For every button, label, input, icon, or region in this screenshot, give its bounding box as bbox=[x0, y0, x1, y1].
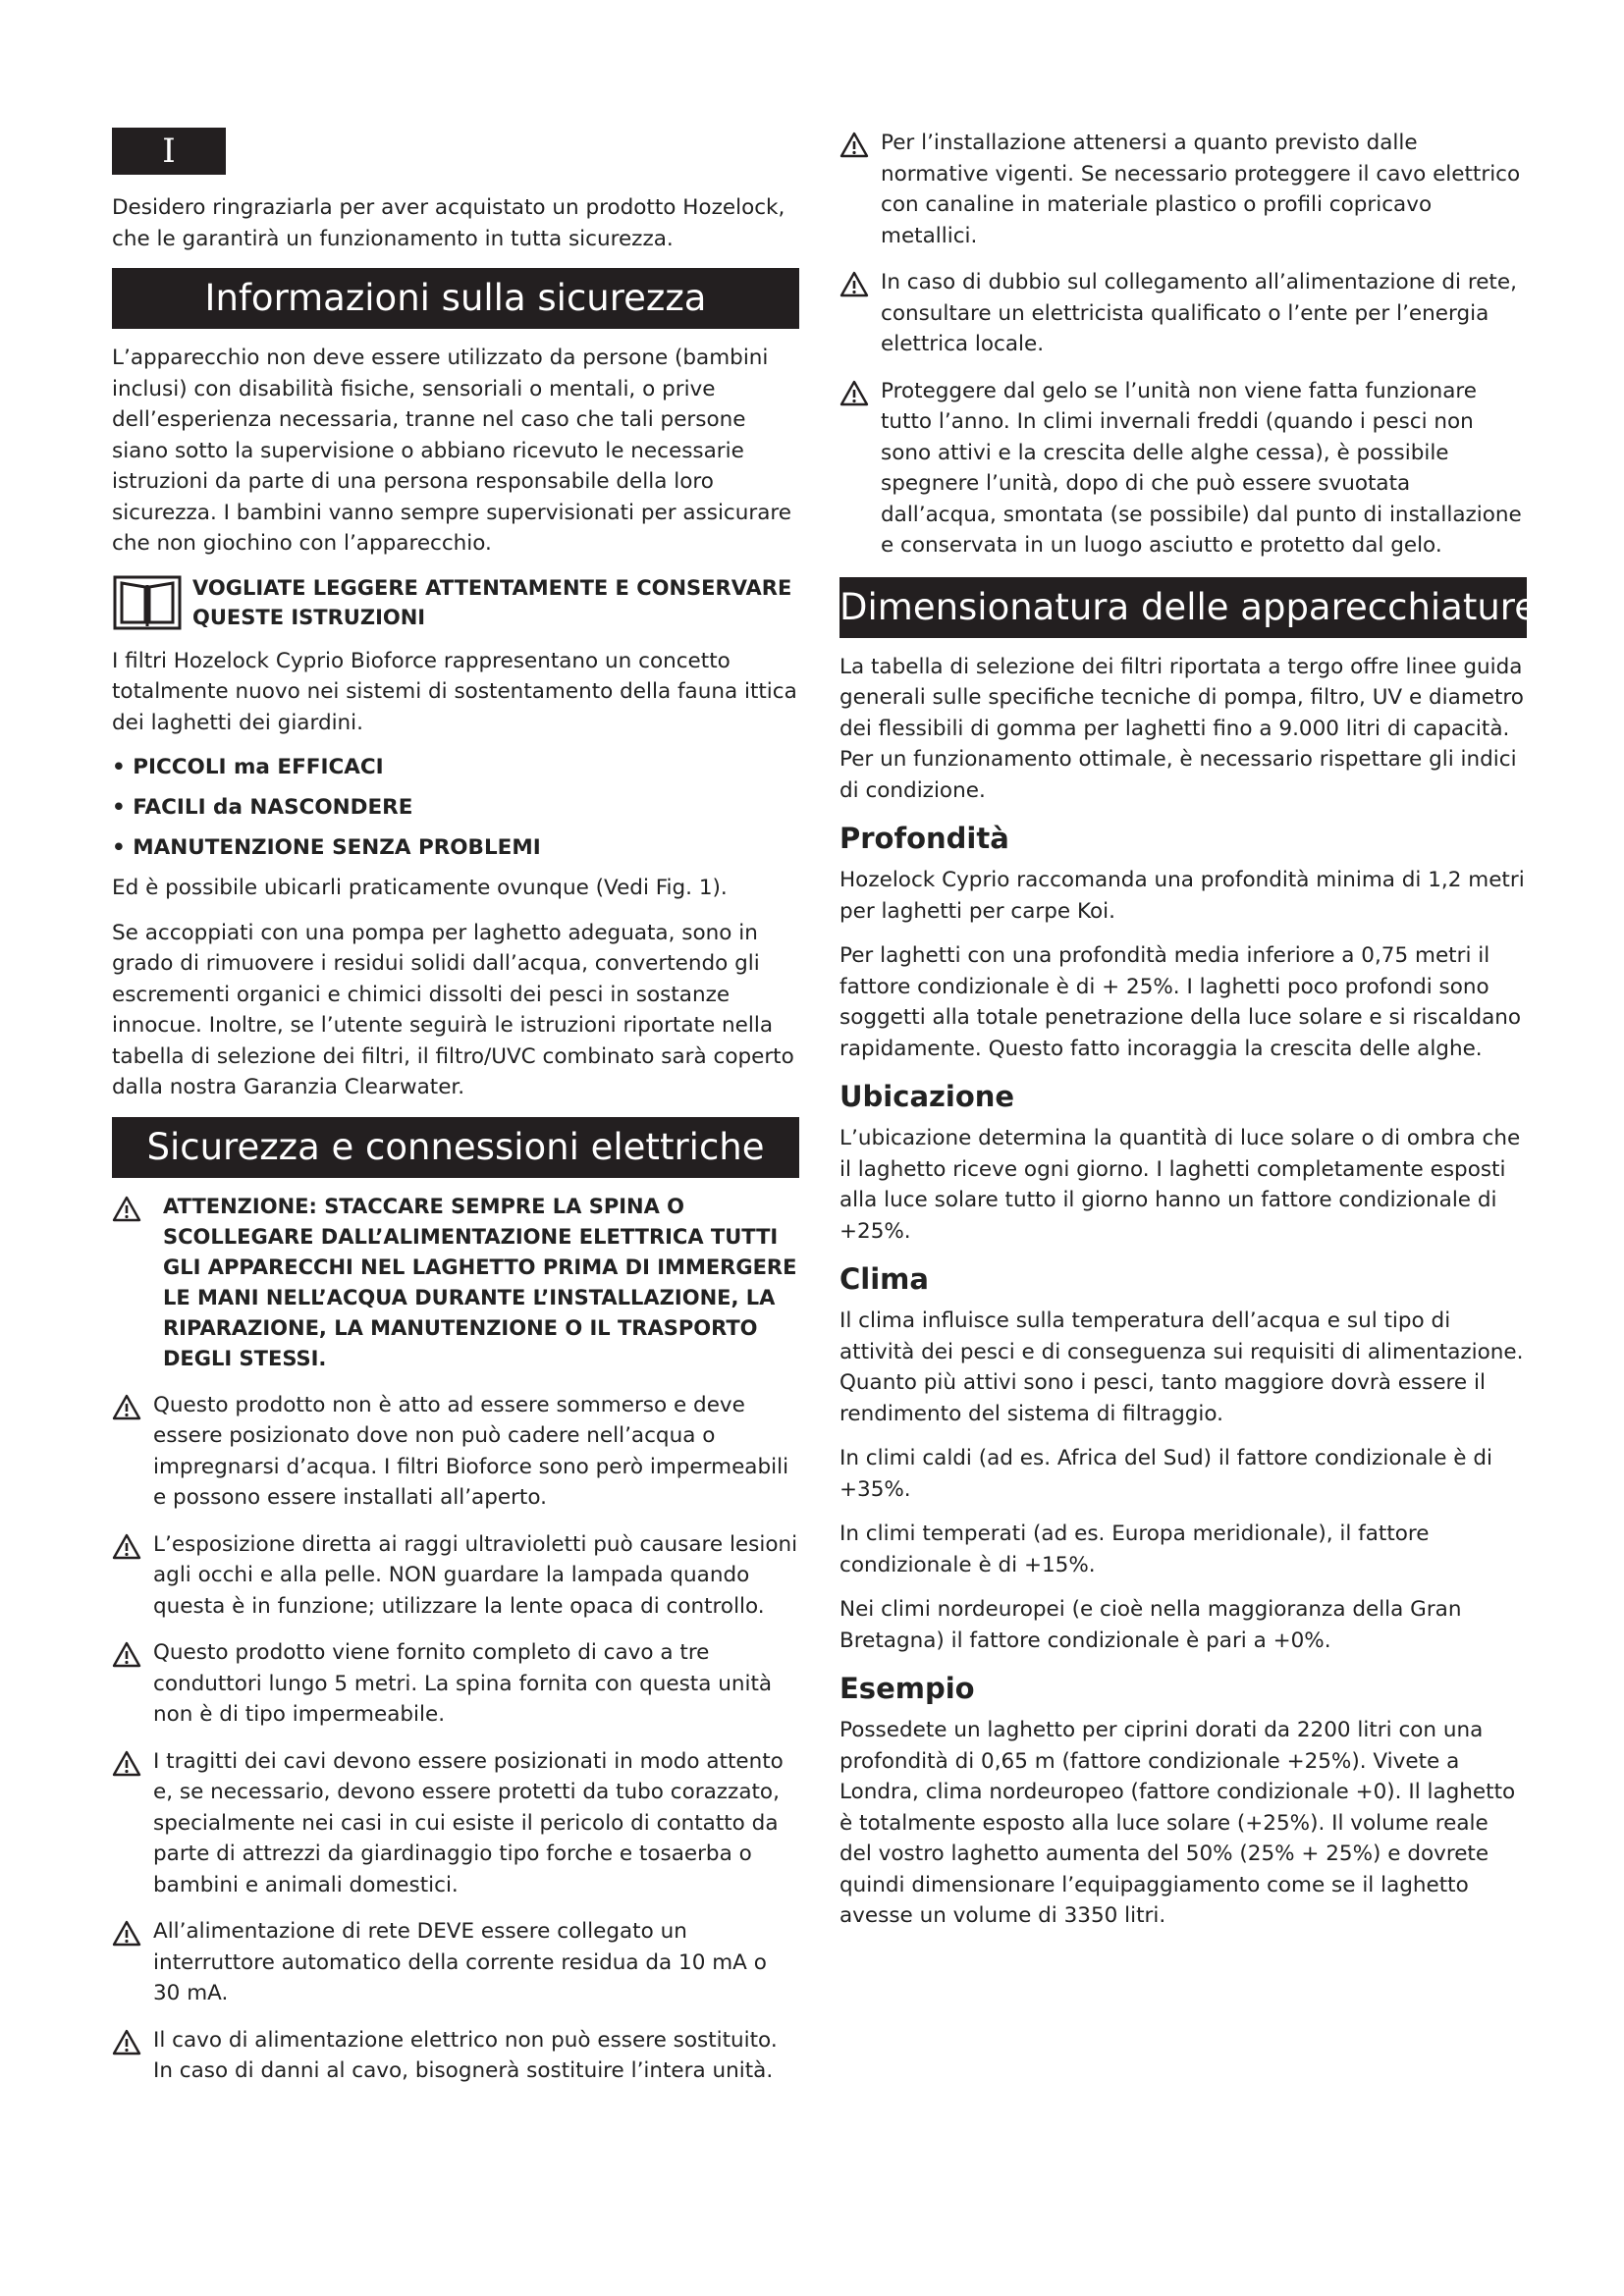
warning-triangle-icon bbox=[839, 376, 881, 410]
sizing-body: La tabella di selezione dei filtri riportata a tergo offre linee guida generali sulle specifiche tecniche di pompa, filtro, UV e diametro dei flessibili di gomma per laghetti fino a 9.000 litri di capacità. Per un funzionamento ottimale, è necessario rispettare gli indici di condizione. bbox=[839, 654, 1524, 803]
warning-text: All’alimentazione di rete DEVE essere collegato un interruttore automatico della corrente residua da 10 mA o 30 mA. bbox=[153, 1919, 767, 2005]
warning-text: L’esposizione diretta ai raggi ultravioletti può causare lesioni agli occhi e alla pelle. NON guardare la lampada quando questa è in funzione; utilizzare la lente opaca di controllo. bbox=[153, 1531, 798, 1619]
filters-intro: I filtri Hozelock Cyprio Bioforce rappresentano un concetto totalmente nuovo nei sistemi di sostentamento della fauna ittica dei laghetti dei giardini. bbox=[112, 648, 797, 735]
read-notice-text: VOGLIATE LEGGERE ATTENTAMENTE E CONSERVARE QUESTE ISTRUZIONI bbox=[192, 575, 792, 629]
left-column bbox=[112, 128, 799, 2103]
warning-triangle-icon bbox=[112, 1529, 153, 1564]
warning-item bbox=[839, 376, 1527, 561]
bullet-item: • MANUTENZIONE SENZA PROBLEMI bbox=[112, 835, 541, 860]
warning-text: Questo prodotto viene fornito completo di cavo a tre conduttori lungo 5 metri. La spina fornita con questa unità non è di tipo impermeabile. bbox=[153, 1640, 773, 1727]
climate-heading: Clima bbox=[839, 1262, 929, 1296]
climate-text-2: In climi caldi (ad es. Africa del Sud) il fattore condizionale è di +35%. bbox=[839, 1446, 1492, 1502]
warning-text: I tragitti dei cavi devono essere posizionati in modo attento e, se necessario, devono essere protetti da tubo corazzato, specialmente nei casi in cui esiste il pericolo di contatto da parte di attrezzi da giardinaggio tipo forche e tosaerba o bambini e animali domestici. bbox=[153, 1748, 784, 1897]
warning-item bbox=[112, 1390, 799, 1514]
warning-triangle-icon bbox=[112, 1192, 153, 1226]
safety-heading: Informazioni sulla sicurezza bbox=[112, 268, 799, 329]
sizing-heading: Dimensionatura delle apparecchiature bbox=[839, 577, 1527, 638]
warning-main bbox=[112, 1192, 799, 1374]
warning-item bbox=[112, 1746, 799, 1901]
warning-text: In caso di dubbio sul collegamento all’alimentazione di rete, consultare un elettricista qualificato o l’ente per l’energia elettrica locale. bbox=[881, 270, 1517, 356]
electrical-heading: Sicurezza e connessioni elettriche bbox=[112, 1117, 799, 1178]
warning-item bbox=[839, 267, 1527, 360]
warning-triangle-icon bbox=[112, 1390, 153, 1424]
warning-item bbox=[112, 1529, 799, 1623]
bullet-item: • PICCOLI ma EFFICACI bbox=[112, 755, 384, 779]
example-text: Possedete un laghetto per ciprini dorati da 2200 litri con una profondità di 0,65 m (fattore condizionale +25%). Vivete a Londra, clima nordeuropeo (fattore condizionale +0). Il laghetto è totalmente esposto alla luce solare (+25%). Il volume reale del vostro laghetto aumenta del 50% (25% + 25%) e dovrete quindi dimensionare l’equipaggiamento come se il laghetto avesse un volume di 3350 litri. bbox=[839, 1718, 1516, 1928]
depth-text-1: Hozelock Cyprio raccomanda una profondità minima di 1,2 metri per laghetti per carpe Koi. bbox=[839, 868, 1525, 924]
location-heading: Ubicazione bbox=[839, 1080, 1015, 1113]
language-label: I bbox=[112, 128, 226, 175]
climate-text-1: Il clima influisce sulla temperatura dell’acqua e sul tipo di attività dei pesci e di conseguenza sui requisiti di alimentazione. Quanto più attivi sono i pesci, tanto maggiore dovrà essere il rendimento del sistema di filtraggio. bbox=[839, 1308, 1524, 1426]
bullet-item: • FACILI da NASCONDERE bbox=[112, 795, 413, 820]
warning-text: Questo prodotto non è atto ad essere sommerso e deve essere posizionato dove non può cadere nell’acqua o impregnarsi d’acqua. I filtri Bioforce sono però impermeabili e possono essere installati all’aperto. bbox=[153, 1392, 789, 1510]
book-icon bbox=[112, 573, 183, 632]
climate-text-3: In climi temperati (ad es. Europa meridionale), il fattore condizionale è di +15%. bbox=[839, 1522, 1430, 1577]
climate-text-4: Nei climi nordeuropei (e cioè nella maggioranza della Gran Bretagna) il fattore condizionale è pari a +0%. bbox=[839, 1597, 1462, 1653]
warning-item bbox=[839, 128, 1527, 251]
warning-triangle-icon bbox=[839, 267, 881, 301]
warning-item bbox=[112, 1637, 799, 1731]
warning-item bbox=[112, 2025, 799, 2087]
warning-text: Il cavo di alimentazione elettrico non può essere sostituito. In caso di danni al cavo, bisognerà sostituire l’intera unità. bbox=[153, 2027, 778, 2083]
intro-text: Desidero ringraziarla per aver acquistato un prodotto Hozelock, che le garantirà un funzionamento in tutta sicurezza. bbox=[112, 195, 785, 251]
warning-triangle-icon bbox=[112, 1746, 153, 1781]
warning-item bbox=[112, 1916, 799, 2009]
warning-triangle-icon bbox=[112, 2025, 153, 2059]
warning-main-text: ATTENZIONE: STACCARE SEMPRE LA SPINA O SCOLLEGARE DALL’ALIMENTAZIONE ELETTRICA TUTTI GLI APPARECCHI NEL LAGHETTO PRIMA DI IMMERGERE LE MANI NELL’ACQUA DURANTE L’INSTALLAZIONE, LA RIPARAZIONE, LA MANUTENZIONE O IL TRASPORTO DEGLI STESSI. bbox=[163, 1194, 797, 1370]
warning-triangle-icon bbox=[112, 1916, 153, 1950]
warning-text: Per l’installazione attenersi a quanto previsto dalle normative vigenti. Se necessario proteggere il cavo elettrico con canaline in materiale plastico o profili copricavo metallici. bbox=[881, 131, 1521, 248]
placement-text: Ed è possibile ubicarli praticamente ovunque (Vedi Fig. 1). bbox=[112, 876, 728, 900]
warning-text: Proteggere dal gelo se l’unità non viene fatta funzionare tutto l’anno. In climi invernali freddi (quando i pesci non sono attivi e la crescita delle alghe cessa), è possibile spegnere l’unità, dopo di che può essere svuotata dall’acqua, smontata (se possibile) dal punto di installazione e conservata in un luogo asciutto e protetto dal gelo. bbox=[881, 378, 1522, 558]
warning-triangle-icon bbox=[839, 128, 881, 162]
read-notice bbox=[112, 573, 799, 632]
depth-heading: Profondità bbox=[839, 822, 1009, 855]
location-text: L’ubicazione determina la quantità di luce solare o di ombra che il laghetto riceve ogni giorno. I laghetti completamente esposti alla luce solare tutto il giorno hanno un fattore condizionale di +25%. bbox=[839, 1126, 1521, 1244]
safety-body: L’apparecchio non deve essere utilizzato da persone (bambini inclusi) con disabilità fisiche, sensoriali o mentali, o prive dell’esperienza necessaria, tranne nel caso che tali persone siano sotto la supervisione o abbiano ricevuto le necessarie istruzioni da parte di una persona responsabile della loro sicurezza. I bambini vanno sempre supervisionati per assicurare che non giochino con l’apparecchio. bbox=[112, 346, 791, 556]
pump-text: Se accoppiati con una pompa per laghetto adeguata, sono in grado di rimuovere i residui solidi dall’acqua, convertendo gli escrementi organici e chimici dissolti dei pesci in sostanze innocue. Inoltre, se l’utente seguirà le istruzioni riportate nella tabella di selezione dei filtri, il filtro/UVC combinato sarà coperto dalla nostra Garanzia Clearwater. bbox=[112, 920, 794, 1099]
example-heading: Esempio bbox=[839, 1672, 975, 1705]
right-column bbox=[839, 128, 1537, 1946]
depth-text-2: Per laghetti con una profondità media inferiore a 0,75 metri il fattore condizionale è di + 25%. I laghetti poco profondi sono soggetti alla totale penetrazione della luce solare e si riscaldano rapidamente. Questo fatto incoraggia la crescita delle alghe. bbox=[839, 943, 1522, 1061]
warning-triangle-icon bbox=[112, 1637, 153, 1672]
